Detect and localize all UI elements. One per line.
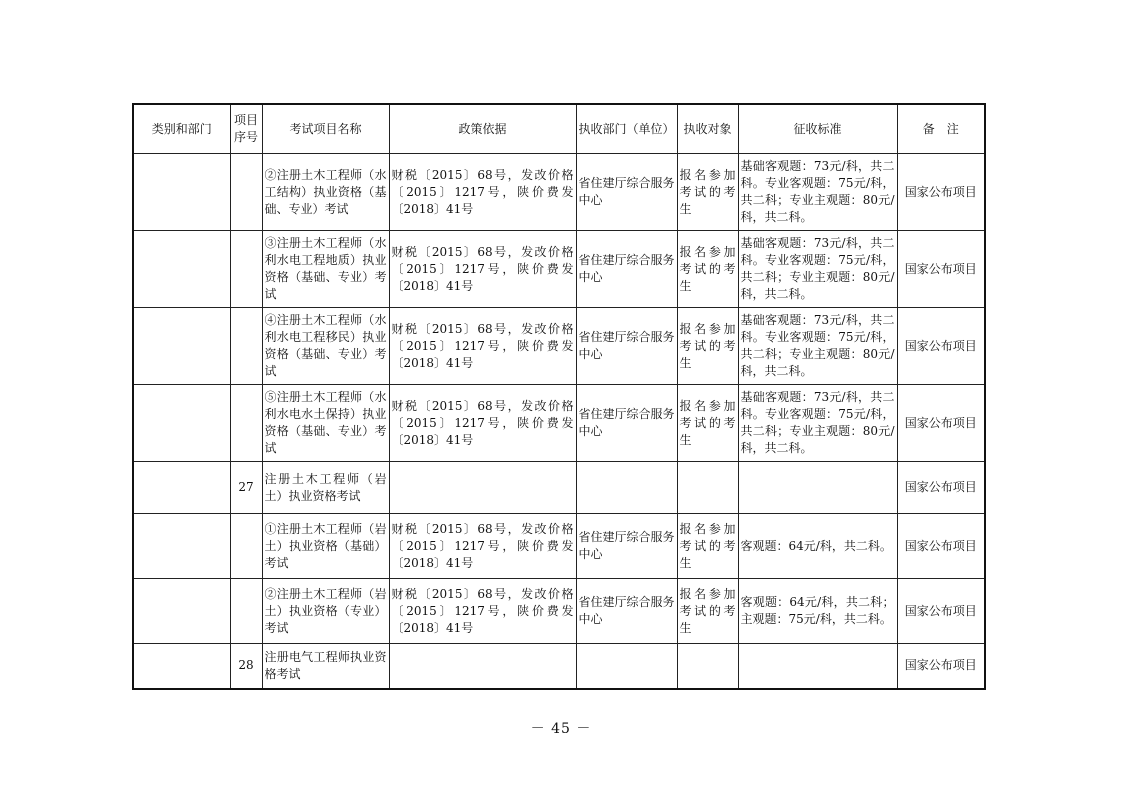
cell-category bbox=[133, 154, 230, 231]
cell-policy: 财税〔2015〕68号，发改价格〔2015〕1217号，陕价费发〔2018〕41号 bbox=[389, 385, 576, 462]
table-row bbox=[133, 462, 985, 514]
cell-policy: 财税〔2015〕68号，发改价格〔2015〕1217号，陕价费发〔2018〕41号 bbox=[389, 231, 576, 308]
cell-name: ②注册土木工程师（水工结构）执业资格（基础、专业）考试 bbox=[262, 154, 389, 231]
cell-name: 注册土木工程师（岩土）执业资格考试 bbox=[262, 462, 389, 514]
header-dept: 执收部门（单位） bbox=[576, 104, 677, 154]
cell-standard: 客观题：64元/科，共二科；主观题：75元/科，共二科。 bbox=[738, 579, 897, 644]
cell-policy bbox=[389, 644, 576, 689]
cell-name: ④注册土木工程师（水利水电工程移民）执业资格（基础、专业）考试 bbox=[262, 308, 389, 385]
header-category: 类别和部门 bbox=[133, 104, 230, 154]
cell-seq bbox=[230, 514, 262, 579]
table-header-row bbox=[133, 104, 985, 154]
cell-category bbox=[133, 579, 230, 644]
cell-policy: 财税〔2015〕68号，发改价格〔2015〕1217号，陕价费发〔2018〕41号 bbox=[389, 308, 576, 385]
table-row bbox=[133, 644, 985, 689]
cell-dept: 省住建厅综合服务中心 bbox=[576, 308, 677, 385]
cell-policy bbox=[389, 462, 576, 514]
cell-category bbox=[133, 514, 230, 579]
cell-target: 报名参加考试的考生 bbox=[677, 231, 738, 308]
cell-target bbox=[677, 644, 738, 689]
cell-note: 国家公布项目 bbox=[897, 308, 985, 385]
cell-policy: 财税〔2015〕68号，发改价格〔2015〕1217号，陕价费发〔2018〕41号 bbox=[389, 154, 576, 231]
cell-standard bbox=[738, 644, 897, 689]
cell-policy: 财税〔2015〕68号，发改价格〔2015〕1217号，陕价费发〔2018〕41号 bbox=[389, 579, 576, 644]
cell-dept bbox=[576, 462, 677, 514]
cell-seq bbox=[230, 385, 262, 462]
cell-note: 国家公布项目 bbox=[897, 231, 985, 308]
table-row bbox=[133, 514, 985, 579]
cell-target: 报名参加考试的考生 bbox=[677, 579, 738, 644]
cell-standard: 基础客观题：73元/科，共二科。专业客观题：75元/科，共二科；专业主观题：80元/科，共二科。 bbox=[738, 308, 897, 385]
cell-note: 国家公布项目 bbox=[897, 154, 985, 231]
table-row bbox=[133, 231, 985, 308]
cell-category bbox=[133, 462, 230, 514]
cell-policy: 财税〔2015〕68号，发改价格〔2015〕1217号，陕价费发〔2018〕41号 bbox=[389, 514, 576, 579]
cell-note: 国家公布项目 bbox=[897, 385, 985, 462]
cell-seq bbox=[230, 579, 262, 644]
cell-standard: 基础客观题：73元/科，共二科。专业客观题：75元/科，共二科；专业主观题：80元/科，共二科。 bbox=[738, 385, 897, 462]
cell-seq bbox=[230, 154, 262, 231]
cell-dept bbox=[576, 644, 677, 689]
cell-target: 报名参加考试的考生 bbox=[677, 308, 738, 385]
header-policy: 政策依据 bbox=[389, 104, 576, 154]
cell-seq bbox=[230, 308, 262, 385]
cell-dept: 省住建厅综合服务中心 bbox=[576, 385, 677, 462]
cell-seq bbox=[230, 231, 262, 308]
cell-target: 报名参加考试的考生 bbox=[677, 154, 738, 231]
cell-note: 国家公布项目 bbox=[897, 579, 985, 644]
fee-table bbox=[132, 103, 986, 690]
cell-dept: 省住建厅综合服务中心 bbox=[576, 514, 677, 579]
cell-category bbox=[133, 308, 230, 385]
cell-note: 国家公布项目 bbox=[897, 514, 985, 579]
cell-name: ⑤注册土木工程师（水利水电水土保持）执业资格（基础、专业）考试 bbox=[262, 385, 389, 462]
header-note: 备 注 bbox=[897, 104, 985, 154]
cell-category bbox=[133, 385, 230, 462]
cell-name: 注册电气工程师执业资格考试 bbox=[262, 644, 389, 689]
cell-note: 国家公布项目 bbox=[897, 462, 985, 514]
cell-dept: 省住建厅综合服务中心 bbox=[576, 579, 677, 644]
cell-category bbox=[133, 231, 230, 308]
cell-target: 报名参加考试的考生 bbox=[677, 385, 738, 462]
header-target: 执收对象 bbox=[677, 104, 738, 154]
cell-standard: 基础客观题：73元/科，共二科。专业客观题：75元/科，共二科；专业主观题：80元/科，共二科。 bbox=[738, 231, 897, 308]
cell-standard: 客观题：64元/科，共二科。 bbox=[738, 514, 897, 579]
header-name: 考试项目名称 bbox=[262, 104, 389, 154]
table-row bbox=[133, 308, 985, 385]
cell-name: ③注册土木工程师（水利水电工程地质）执业资格（基础、专业）考试 bbox=[262, 231, 389, 308]
table-row bbox=[133, 154, 985, 231]
cell-target bbox=[677, 462, 738, 514]
header-seq: 项目序号 bbox=[230, 104, 262, 154]
table-row bbox=[133, 385, 985, 462]
cell-note: 国家公布项目 bbox=[897, 644, 985, 689]
cell-standard bbox=[738, 462, 897, 514]
cell-standard: 基础客观题：73元/科，共二科。专业客观题：75元/科，共二科；专业主观题：80元/科，共二科。 bbox=[738, 154, 897, 231]
cell-category bbox=[133, 644, 230, 689]
cell-dept: 省住建厅综合服务中心 bbox=[576, 231, 677, 308]
cell-seq: 28 bbox=[230, 644, 262, 689]
cell-name: ①注册土木工程师（岩土）执业资格（基础）考试 bbox=[262, 514, 389, 579]
cell-dept: 省住建厅综合服务中心 bbox=[576, 154, 677, 231]
cell-target: 报名参加考试的考生 bbox=[677, 514, 738, 579]
table-row bbox=[133, 579, 985, 644]
cell-name: ②注册土木工程师（岩土）执业资格（专业）考试 bbox=[262, 579, 389, 644]
page-number: － 45 － bbox=[530, 721, 592, 737]
header-standard: 征收标准 bbox=[738, 104, 897, 154]
cell-seq: 27 bbox=[230, 462, 262, 514]
